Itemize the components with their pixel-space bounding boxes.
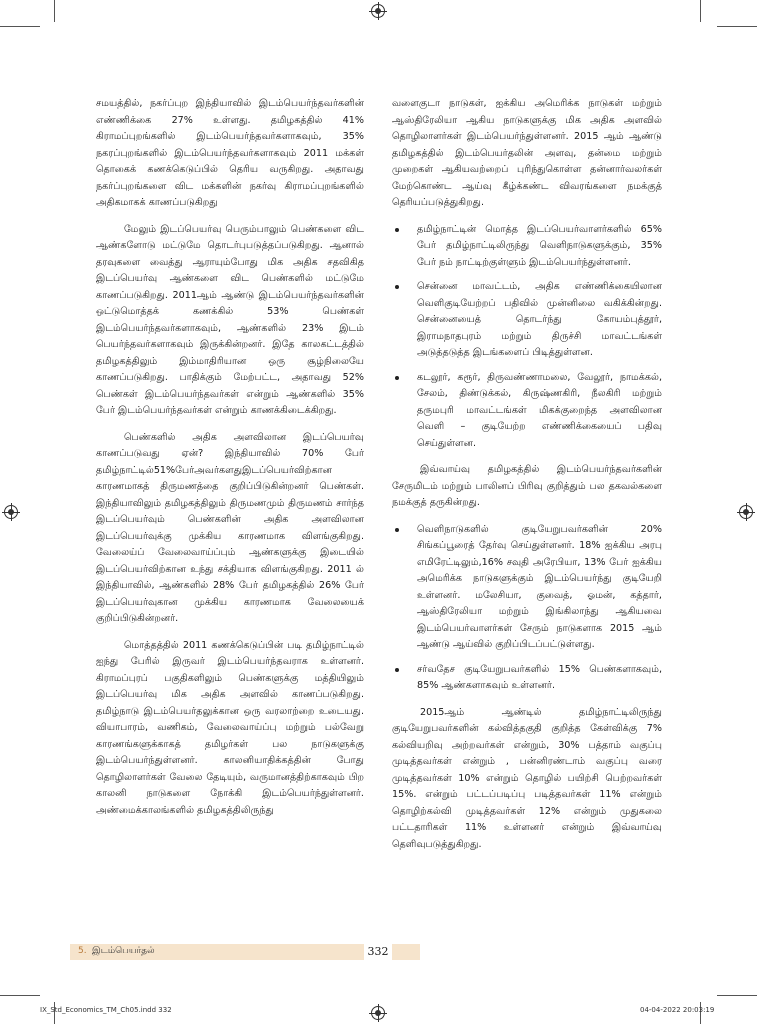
registration-mark-left	[4, 505, 18, 519]
paragraph: மொத்தத்தில் 2011 கணக்கெடுப்பின் படி தமிழ்நாட்டில் ஐந்து பேரில் இருவர் இடம்பெயர்ந்தவராக உள்ளனர். கிராமப்புரப் பகுதிகளிலும் பெண்களுக்கு மத்தியிலும் இடப்பெயர்வு மிக அதிக அளவில் காணப்படுகிறது. தமிழ்நாடு இடம்பெயர்தலுக்கான ஒரு வரலாற்றை உடையது. வியாபாரம், வணிகம், வேலைவாய்ப்பு மற்றும் பல்வேறு காரணங்களுக்காகத் தமிழர்கள் பல நாடுகளுக்கு இடம்பெயர்ந்துள்ளனர். காலனியாதிக்கத்தின் போது தொழிலாளர்கள் வேலை தேடியும், வருமானத்திற்காகவும் பிற காலனி நாடுகளை நோக்கி இடம்பெயர்ந்துள்ளனர். அண்மைக்காலங்களில் தமிழகத்திலிருந்து	[96, 639, 364, 816]
list-item: சென்னை மாவட்டம், அதிக எண்ணிக்கையிலான வெளிகுடியேற்றப் பதிவில் முன்னிலை வகிக்கின்றது. சென்னையைத் தொடர்ந்து கோயம்புத்தூர், இராமநாதபுரம் மற்றும் திருச்சி மாவட்டங்கள் அடுத்தடுத்த இடங்களைப் பிடித்துள்ளன.	[392, 279, 662, 362]
paragraph: வளைகுடா நாடுகள், ஐக்கிய அமெரிக்க நாடுகள் மற்றும் ஆஸ்திரேலியா ஆகிய நாடுகளுக்கு மிக அதிக அளவில் தொழிலாளர்கள் இடம்பெயர்ந்துள்ளனர். 2015 ஆம் ஆண்டு தமிழகத்தில் இடம்பெயர்தலின் அளவு, தன்மை மற்றும் முறைகள் ஆகியவற்றைப் புரிந்துகொள்ள தன்னார்வலர்கள் மேற்கொண்ட ஆய்வு கீழ்க்கண்ட விவரங்களை நமக்குத் தெரியப்படுத்துகிறது.	[392, 98, 662, 208]
crop-mark-top-left-h	[0, 26, 40, 27]
paragraph: சமயத்தில், நகர்ப்புற இந்தியாவில் இடம்பெயர்ந்தவர்களின் எண்ணிக்கை 27% உள்ளது. தமிழகத்தில் 41% கிராமப்புறங்களில் இடம்பெயர்ந்தவர்களாகவும், 35% நகரப்புறங்களில் இடம்பெயர்ந்தவர்களாகவும் 2011 மக்கள் தொகைக் கணக்கெடுப்பில் தெரிய வருகிறது. அதாவது நகர்ப்புறங்களை விட மக்களின் நகர்வு கிராமப்புறங்களில் அதிகமாகக் காணப்படுகிறது	[96, 98, 364, 208]
bullet-list	[392, 522, 662, 695]
crop-mark-bottom-left-h	[0, 995, 40, 996]
list-item: சர்வதேச குடியேறுபவர்களில் 15% பெண்களாகவும், 85% ஆண்களாகவும் உள்ளனர்.	[392, 662, 662, 695]
chapter-number: 5.	[78, 946, 87, 956]
chapter-title: இடம்பெயர்தல்	[92, 946, 155, 956]
bullet-list	[392, 222, 662, 453]
slug-date: 04-04-2022 20:03:19	[640, 1006, 715, 1014]
slug-file: IX_Std_Economics_TM_Ch05.indd 332	[40, 1006, 172, 1014]
crop-mark-bottom-right-h	[717, 995, 757, 996]
list-item: கடலூர், கரூர், திருவண்ணாமலை, வேலூர், நாமக்கல், சேலம், திண்டுக்கல், கிருஷ்ணகிரி, நீலகிரி மற்றும் தருமபுரி மாவட்டங்கள் மிகக்குறைந்த அளவிலான வெளி – குடியேற்ற எண்ணிக்கையைப் பதிவு செய்துள்ளன.	[392, 370, 662, 453]
registration-mark-right	[739, 505, 753, 519]
paragraph: மேலும் இடப்பெயர்வு பெரும்பாலும் பெண்களை விட ஆண்களோடு மட்டுமே தொடர்புபடுத்தப்படுகிறது. ஆனால் தரவுகளை வைத்து ஆராயும்போது மிக அதிக சதவிகித இடப்பெயர்வு ஆண்களை விட பெண்களில் மட்டுமே காணப்படுகிறது. 2011ஆம் ஆண்டு இடம்பெயர்ந்தவர்களின் ஒட்டுமொத்தக் கணக்கில் 53% பெண்கள் இடம்பெயர்ந்தவர்களாகவும், ஆண்களில் 23% இடம் பெயர்ந்தவர்களாகவும் இருக்கின்றனர். இதே காலகட்டத்தில் தமிழகத்திலும் இம்மாதிரியான ஒரு சூழ்நிலையே காணப்படுகிறது. பாதிக்கும் மேற்பட்ட, அதாவது 52% பெண்கள் இடம்பெயர்ந்தவர்கள் என்றும் ஆண்களில் 35% பேர் இடம்பெயர்ந்தவர்கள் என்றும் காணக்கிடைக்கிறது.	[96, 223, 364, 416]
left-column	[96, 96, 364, 829]
paragraph: இவ்வாய்வு தமிழகத்தில் இடம்பெயர்ந்தவர்களின் சேருமிடம் மற்றும் பாலினப் பிரிவு குறித்தும் பல தகவல்களை நமக்குத் தருகின்றது.	[392, 464, 662, 508]
right-column	[392, 96, 662, 863]
registration-mark-bottom	[371, 1006, 385, 1020]
crop-mark-top-right-h	[717, 26, 757, 27]
crop-mark-top-left-v	[54, 0, 55, 22]
paragraph: 2015ஆம் ஆண்டில் தமிழ்நாட்டிலிருந்து குடியேறுபவர்களின் கல்வித்தகுதி குறித்த கேள்விக்கு 7% கல்வியறிவு அற்றவர்கள் என்றும், 30% பத்தாம் வகுப்பு முடித்தவர்கள் என்றும் , பன்னிரண்டாம் வகுப்பு வரை முடித்தவர்கள் 10% என்றும் தொழில் பயிற்சி பெற்றவர்கள் 15%. என்றும் பட்டப்படிப்பு படித்தவர்கள் 11% என்றும் தொழிற்கல்வி முடித்தவர்கள் 12% என்றும் முதுகலை பட்டதாரிகள் 11% உள்ளனர் என்றும் இவ்வாய்வு தெளிவுபடுத்துகிறது.	[392, 706, 662, 850]
paragraph: பெண்களில் அதிக அளவிலான இடப்பெயர்வு காணப்படுவது ஏன்? இந்தியாவில் 70% பேர் தமிழ்நாட்டில்51%பேர்அவர்களதுஇடப்பெயர்விற்கான காரணமாகத் திருமணத்தை குறிப்பிடுகின்றனர் பெண்கள். இந்தியாவிலும் தமிழகத்திலும் திருமணமும் திருமணம் சார்ந்த இடப்பெயர்வும் பெண்களின் அதிக அளவிலான இடப்பெயர்வுக்கு முக்கிய காரணமாக விளங்குகிறது. வேலைய்ப் வேலைவாய்ப்பும் ஆண்களுக்கு இடையில் இடப்பெயர்விற்கான உந்து சக்தியாக விளங்குகிறது. 2011 ல் இந்தியாவில், ஆண்களில் 28% பேர் தமிழகத்தில் 26% பேர் இடப்பெயர்வுகான முக்கிய காரணமாக வேலையைக் குறிப்பிடுகின்றனர்.	[96, 431, 364, 624]
list-item: தமிழ்நாட்டின் மொத்த இடப்பெயர்வாளர்களில் 65% பேர் தமிழ்நாட்டிலிருந்து வெளிநாடுகளுக்கும், 35% பேர் நம் நாட்டிற்குள்ளும் இடம்பெயர்ந்துள்ளனர்.	[392, 222, 662, 272]
registration-mark-top	[371, 4, 385, 18]
list-item: வெளிநாடுகளில் குடியேறுபவர்களின் 20% சிங்கப்பூரைத் தேர்வு செய்துள்ளனர். 18% ஐக்கிய அரபு எமிரேட்டிலும்,16% சவுதி அரேபியா, 13% பேர் ஐக்கிய அமெரிக்க நாடுகளுக்கும் இடம்பெயர்ந்து குடியேறி உள்ளனர். மலேசியா, குவைத், ஓமன், கத்தார், ஆஸ்திரேலியா மற்றும் இங்கிலாந்து ஆகியவை இடம்பெயர்வாளர்கள் சேரும் நாடுகளாக 2015 ஆம் ஆண்டு ஆய்வில் குறிப்பிடப்பட்டுள்ளது.	[392, 522, 662, 654]
crop-mark-top-right-v	[700, 0, 701, 22]
footer-band-right	[392, 944, 420, 960]
page-number: 332	[364, 944, 392, 960]
